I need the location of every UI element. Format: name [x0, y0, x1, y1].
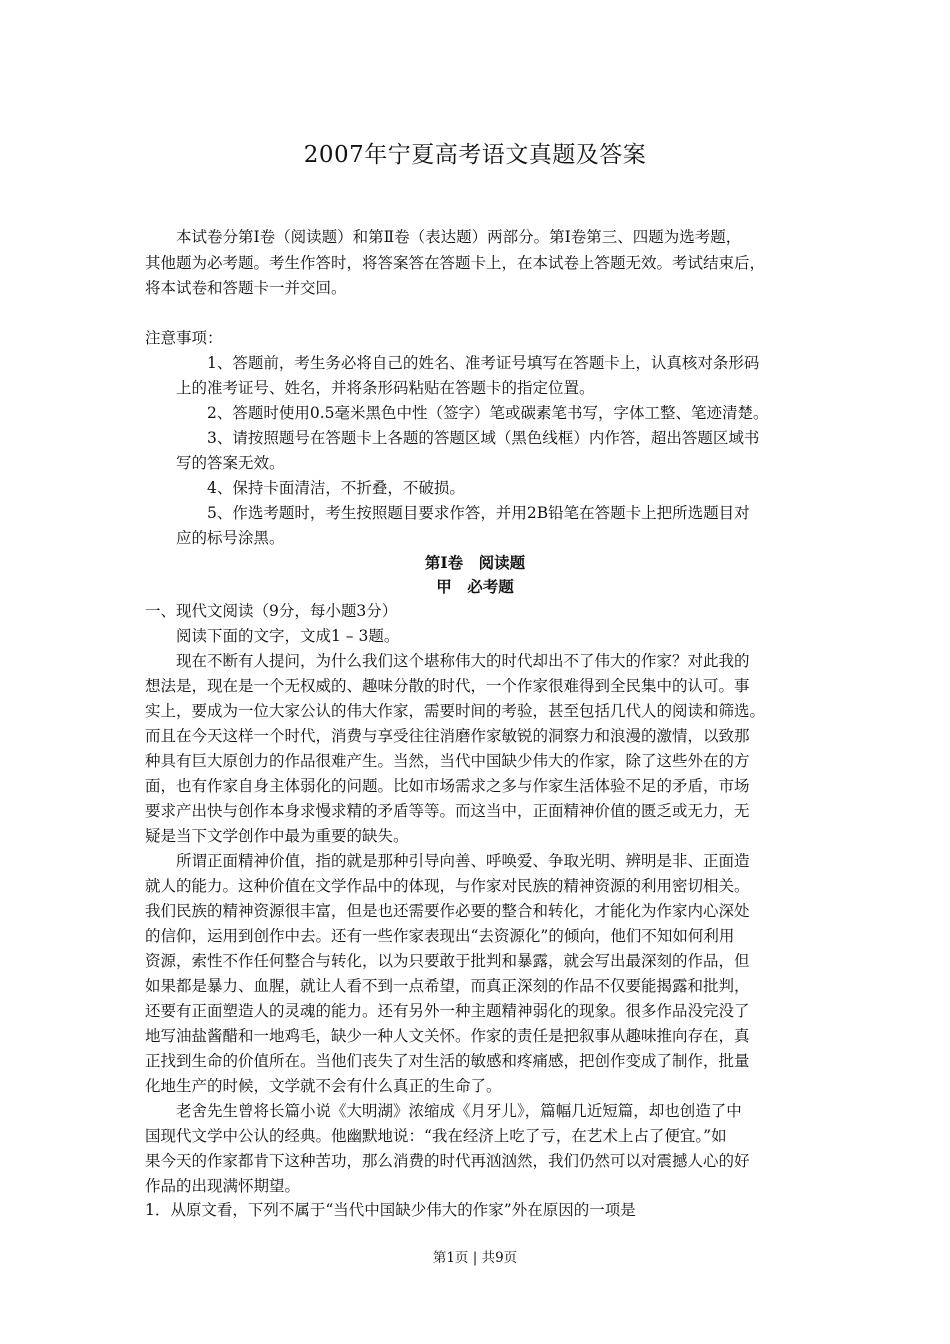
- passage-line: 资源，索性不作任何整合与转化，以为只要敢于批判和暴露，就会写出最深刻的作品，但: [145, 952, 750, 970]
- passage-line: 要求产出快与创作本身求慢求精的矛盾等等。而这当中，正面精神价值的匮乏或无力，无: [145, 802, 750, 820]
- section-heading: 第Ⅰ卷 阅读题: [424, 553, 526, 572]
- notice-item: 写的答案无效。: [176, 454, 285, 472]
- passage-line: 想法是，现在是一个无权威的、趣味分散的时代，一个作家很难得到全民集中的认可。事: [145, 677, 750, 695]
- passage-line: 果今天的作家都肯下这种苦功，那么消费的时代再汹汹然，我们仍然可以对震撼人心的好: [145, 1152, 750, 1170]
- passage-line: 如果都是暴力、血腥，就让人看不到一点希望，而真正深刻的作品不仅要能揭露和批判，: [145, 977, 750, 995]
- passage-line: 面，也有作家自身主体弱化的问题。比如市场需求之多与作家生活体验不足的矛盾，市场: [145, 777, 750, 795]
- notice-item: 上的准考证号、姓名，并将条形码粘贴在答题卡的指定位置。: [176, 379, 595, 397]
- intro-line: 其他题为必考题。考生作答时，将答案答在答题卡上，在本试卷上答题无效。考试结束后，: [145, 254, 766, 272]
- passage-line: 实上，要成为一位大家公认的伟大作家，需要时间的考验，甚至包括几代人的阅读和筛选。: [145, 702, 766, 720]
- passage-line: 种具有巨大原创力的作品很难产生。当然，当代中国缺少伟大的作家，除了这些外在的方: [145, 752, 750, 770]
- passage-line: 作品的出现满怀期望。: [145, 1177, 301, 1195]
- passage-line: 的信仰，运用到创作中去。还有一些作家表现出“去资源化”的倾向，他们不知如何利用: [145, 927, 735, 945]
- notice-item: 2、答题时使用0.5毫米黑色中性（签字）笔或碳素笔书写，字体工整、笔迹清楚。: [207, 404, 769, 422]
- part-heading: 一、现代文阅读（9分，每小题3分）: [145, 602, 398, 620]
- passage-line: 疑是当下文学创作中最为重要的缺失。: [145, 827, 409, 845]
- intro-line: 本试卷分第Ⅰ卷（阅读题）和第Ⅱ卷（表达题）两部分。第Ⅰ卷第三、四题为选考题，: [176, 228, 742, 246]
- passage-line: 地写油盐酱醋和一地鸡毛，缺少一种人文关怀。作家的责任是把叙事从趣味推向存在，真: [145, 1027, 750, 1045]
- passage-line: 我们民族的精神资源很丰富，但是也还需要作必要的整合和转化，才能化为作家内心深处: [145, 902, 750, 920]
- intro-line: 将本试卷和答题卡一并交回。: [145, 279, 347, 297]
- page-title: 2007年宁夏高考语文真题及答案: [303, 142, 647, 168]
- passage-line: 老舍先生曾将长篇小说《大明湖》浓缩成《月牙儿》，篇幅几近短篇，却也创造了中: [176, 1102, 742, 1120]
- notice-item: 1、答题前，考生务必将自己的姓名、准考证号填写在答题卡上，认真核对条形码: [207, 354, 760, 372]
- question-1: 1．从原文看，下列不属于“当代中国缺少伟大的作家”外在原因的一项是: [145, 1201, 636, 1219]
- passage-line: 正找到生命的价值所在。当他们丧失了对生活的敏感和疼痛感，把创作变成了制作，批量: [145, 1052, 750, 1070]
- notice-item: 应的标号涂黑。: [176, 529, 285, 547]
- instruction: 阅读下面的文字，文成1 – 3题。: [176, 627, 400, 645]
- passage-line: 而且在今天这样一个时代，消费与享受往往消磨作家敏锐的洞察力和浪漫的激情，以致那: [145, 727, 750, 745]
- passage-line: 所谓正面精神价值，指的就是那种引导向善、呼唤爱、争取光明、辨明是非、正面造: [176, 852, 750, 870]
- page-footer: 第1页 | 共9页: [432, 1250, 518, 1266]
- passage-line: 国现代文学中公认的经典。他幽默地说：“我在经济上吃了亏，在艺术上占了便宜。”如: [145, 1127, 727, 1145]
- notice-item: 5、作选考题时，考生按照题目要求作答，并用2B铅笔在答题卡上把所选题目对: [207, 504, 750, 522]
- subsection-heading: 甲 必考题: [436, 577, 514, 596]
- notice-heading: 注意事项：: [145, 329, 223, 347]
- notice-item: 4、保持卡面清洁，不折叠，不破损。: [207, 479, 465, 497]
- passage-line: 就人的能力。这种价值在文学作品中的体现，与作家对民族的精神资源的利用密切相关。: [145, 877, 750, 895]
- passage-line: 化地生产的时候，文学就不会有什么真正的生命了。: [145, 1077, 502, 1095]
- passage-line: 现在不断有人提问，为什么我们这个堪称伟大的时代却出不了伟大的作家？对此我的: [176, 652, 750, 670]
- notice-item: 3、请按照题号在答题卡上各题的答题区域（黑色线框）内作答，超出答题区域书: [207, 429, 760, 447]
- passage-line: 还要有正面塑造人的灵魂的能力。还有另外一种主题精神弱化的现象。很多作品没完没了: [145, 1002, 750, 1020]
